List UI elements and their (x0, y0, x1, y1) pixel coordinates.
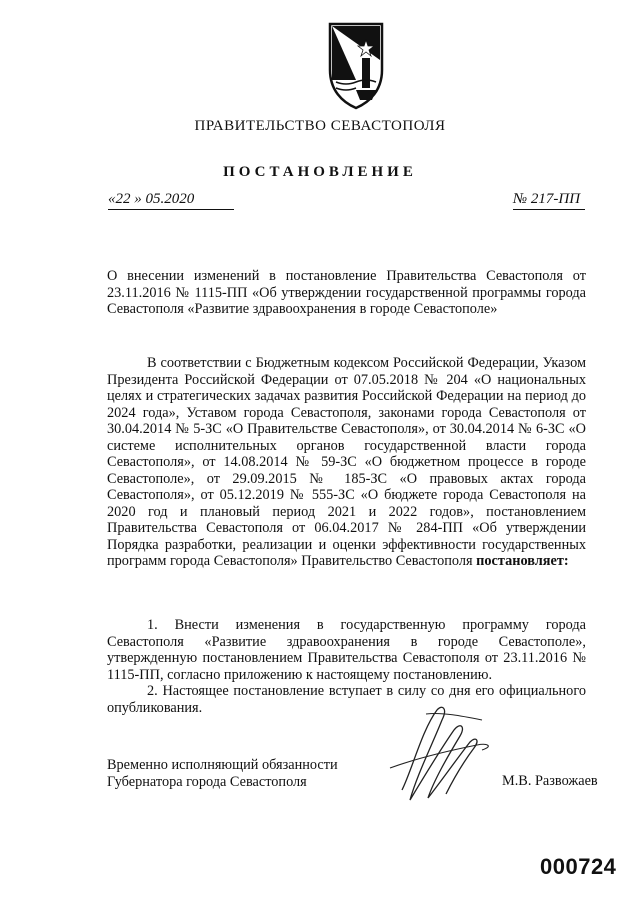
handwritten-signature-icon (382, 690, 502, 810)
signer-name: М.В. Развожаев (502, 773, 598, 789)
serial-number: 000724 (540, 854, 617, 879)
preamble-text: В соответствии с Бюджетным кодексом Российской Федерации, Указом Президента Российской Федерации от 07.05.2018 № 204 «О национальных целях и стратегических задачах развития Российской Федерации на период до 2024 года», Уставом города Севастополя, законами города Севастополя от 30.04.2014 № 5-ЗС «О Правительстве Севастополя», от 30.04.2014 № 6-ЗС «О системе исполнительных органов государственной власти города Севастополя», от 14.08.2014 № 59-ЗС «О бюджетном процессе в городе Севастополе», от 29.09.2015 № 185-ЗС «О правовых актах города Севастополя», от 05.12.2019 № 555-ЗС «О бюджете города Севастополя на 2020 год и плановый период 2021 и 2022 годов», постановлением Правительства Севастополя от 06.04.2017 № 284-ПП «Об утверждении Порядка разработки, реализации и оценки эффективности государственных программ города Севастополя» Правительство Севастополя (107, 355, 586, 569)
signer-position (107, 757, 338, 790)
signer-position-line1: Временно исполняющий обязанности (107, 757, 338, 773)
government-title: ПРАВИТЕЛЬСТВО СЕВАСТОПОЛЯ (194, 118, 446, 134)
document-subject: О внесении изменений в постановление Правительства Севастополя от 23.11.2016 № 1115-ПП «Об утверждении государственной программы города Севастополя «Развитие здравоохранения в городе Севастополе» (107, 268, 586, 317)
resolution-item-2: 2. Настоящее постановление вступает в силу со дня его официального опубликования. (107, 683, 586, 716)
preamble-paragraph (107, 355, 586, 570)
document-type-heading: ПОСТАНОВЛЕНИЕ (223, 164, 417, 180)
sevastopol-coat-of-arms-icon (326, 20, 386, 112)
preamble-resolves: постановляет: (476, 553, 569, 569)
signer-position-line2: Губернатора города Севастополя (107, 773, 307, 790)
resolution-items (107, 617, 586, 716)
document-date: «22 » 05.2020 (108, 190, 234, 210)
resolution-item-1: 1. Внести изменения в государственную программу города Севастополя «Развитие здравоохранения в городе Севастополе», утвержденную постановлением Правительства Севастополя от 23.11.2016 № 1115-ПП, согласно приложению к настоящему постановлению. (107, 617, 586, 683)
document-number: № 217-ПП (513, 190, 585, 210)
